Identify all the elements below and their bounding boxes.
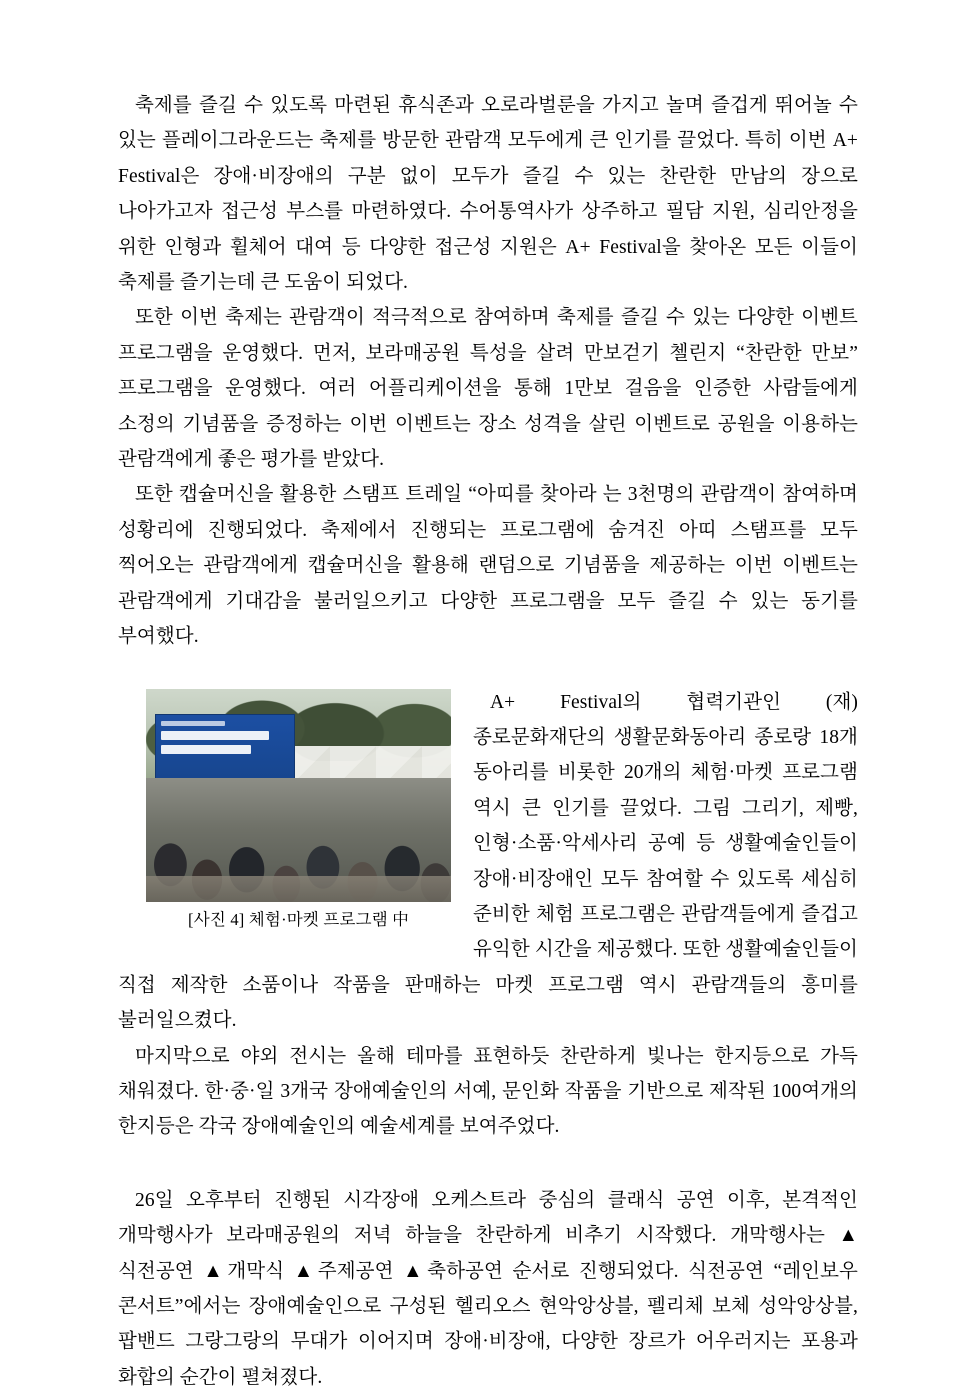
photo-experience-market: [146, 689, 451, 902]
paragraph-after-1: 마지막으로 야외 전시는 올해 테마를 표현하듯 찬란하게 빛나는 한지등으로 가득 채워졌다. 한·중·일 3개국 장애예술인의 서예, 문인화 작품을 기반으로 제작된 100여개의 한지등은 각국 장애예술인의 예술세계를 보여주었다.: [118, 1045, 858, 1138]
banner-line-small: [161, 721, 225, 726]
photo-ground: [146, 876, 451, 902]
banner-line-2: [161, 745, 251, 754]
paragraph-2: 또한 이번 축제는 관람객이 적극적으로 참여하며 축제를 즐길 수 있는 다양한 이벤트 프로그램을 운영했다. 먼저, 보라매공원 특성을 살려 만보걷기 첼린지 “찬란한 만보” 프로그램을 운영했다. 여러 어플리케이션을 통해 1만보 걸음을 인증한 사람들에게 소정의 기념품을 증정하는 이번 이벤트는 장소 성격을 살린 이벤트로 공원을 이용하는 관람객에게 좋은 평가를 받았다.: [118, 307, 859, 471]
figure-caption: [사진 4] 체험·마켓 프로그램 中: [188, 909, 409, 929]
paragraph-wrap-1: A+ Festival의 협력기관인 (재)종로문화재단의 생활문화동아리 종로랑 18개 동아리를 비롯한 20개의 체험·마켓 프로그램 역시 큰 인기를 끌었다. 그림 그리기, 제빵, 인형·소품·악세사리 공예 등 생활예술인들이 장애·비장애인 모두 참여할 수 있도록 세심히 준비한 체험 프로그램은 관람객들에게 즐겁고 유익한 시간을 제공했다. 또한 생활예술인들이 직접 제작한 소품이나 작품을 판매하는 마켓 프로그램 역시 관람객들의 흥미를 불러일으켰다.: [118, 691, 858, 1032]
banner-line-1: [161, 731, 269, 740]
spacer-before-bottom: [118, 1145, 858, 1183]
top-paragraphs: [118, 88, 858, 655]
spacer: [118, 655, 858, 685]
paragraph-3: 또한 캡슐머신을 활용한 스탬프 트레일 “아띠를 찾아라 는 3천명의 관람객이 참여하며 성황리에 진행되었다. 축제에서 진행되는 프로그램에 숨겨진 아띠 스탬프를 모두 찍어오는 관람객에게 캡슐머신을 활용해 랜덤으로 기념품을 제공하는 이번 이벤트는 관람객에게 기대감을 불러일으키고 다양한 프로그램을 모두 즐길 수 있는 동기를 부여했다.: [118, 484, 858, 648]
figure-experience-market: [146, 689, 451, 931]
photo-banner: [155, 714, 295, 780]
paragraph-bottom-1: 26일 오후부터 진행된 시각장애 오케스트라 중심의 클래식 공연 이후, 본격적인 개막행사가 보라매공원의 저녁 하늘을 찬란하게 비추기 시작했다. 개막행사는 ▲식전공연 ▲개막식 ▲주제공연 ▲축하공연 순서로 진행되었다. 식전공연 “레인보우 콘서트”에서는 장애예술인으로 구성된 헬리오스 현악앙상블, 펠리체 보체 성악앙상블, 팝밴드 그랑그랑의 무대가 이어지며 장애·비장애, 다양한 장르가 어우러지는 포용과 화합의 순간이 펼쳐졌다.: [118, 1189, 858, 1388]
paragraph-1: 축제를 즐길 수 있도록 마련된 휴식존과 오로라벌룬을 가지고 놀며 즐겁게 뛰어놀 수 있는 플레이그라운드는 축제를 방문한 관람객 모두에게 큰 인기를 끌었다. 특히 이번 A+ Festival은 장애·비장애의 구분 없이 모두가 즐길 수 있는 찬란한 만남의 장으로 나아가고자 접근성 부스를 마련하였다. 수어통역사가 상주하고 필담 지원, 심리안정을 위한 인형과 휠체어 대여 등 다양한 접근성 지원은 A+ Festival을 찾아온 모든 이들이 축제를 즐기는데 큰 도움이 되었다.: [118, 95, 858, 294]
